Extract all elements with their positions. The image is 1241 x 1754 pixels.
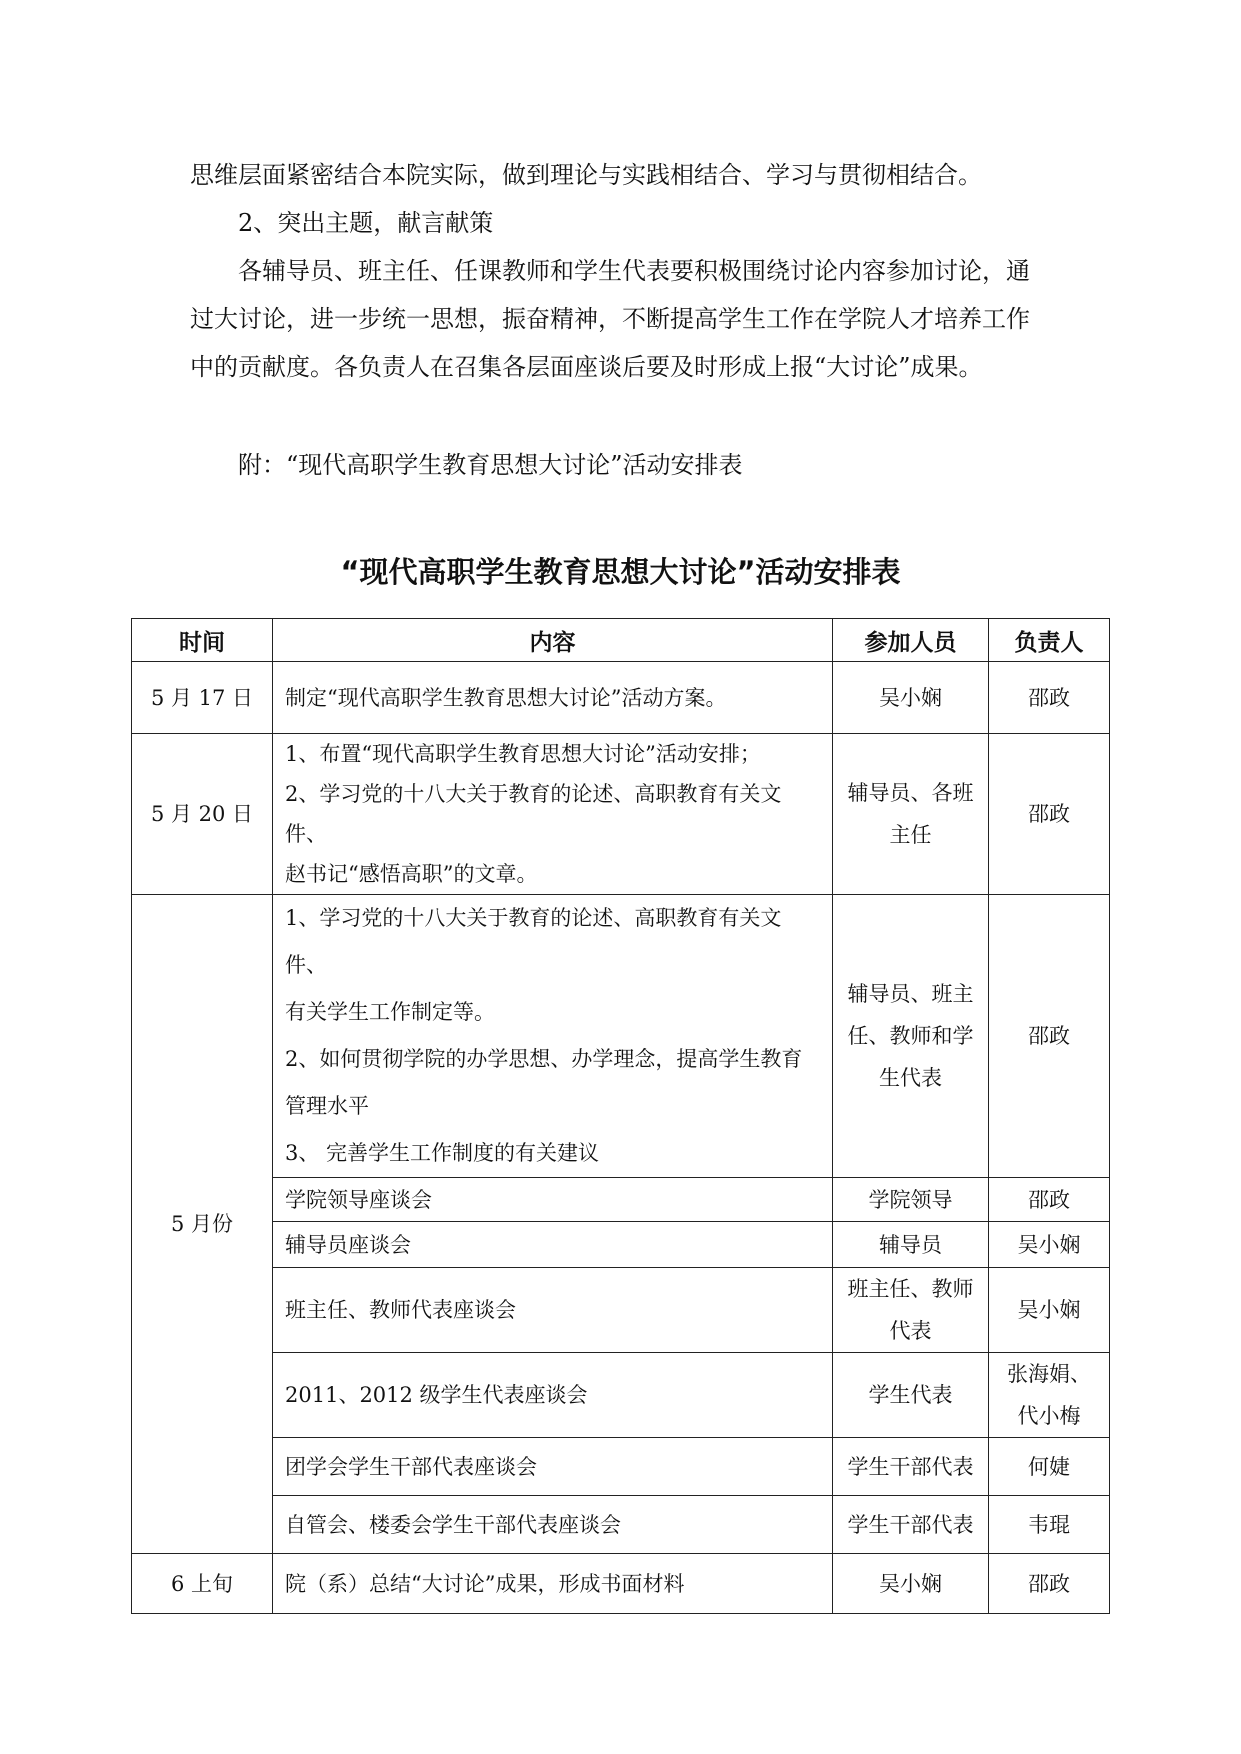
table-row	[132, 662, 1110, 734]
participants-line: 主任	[889, 823, 932, 847]
section-heading-2: 2、突出主题，献言献策	[238, 209, 494, 237]
schedule-table	[131, 618, 1110, 1614]
participants-line: 代表	[889, 1319, 932, 1343]
cell-owner: 吴小娴	[989, 1222, 1110, 1268]
paragraph-line: 各辅导员、班主任、任课教师和学生代表要积极围绕讨论内容参加讨论，通	[238, 257, 1030, 285]
content-line: 管理水平	[285, 1094, 369, 1118]
cell-participants: 吴小娴	[833, 1554, 989, 1614]
table-row	[132, 895, 1110, 1178]
participants-line: 辅导员、各班	[847, 781, 974, 805]
cell-participants: 吴小娴	[833, 662, 989, 734]
owner-line: 代小梅	[1017, 1404, 1081, 1428]
content-line: 1、布置“现代高职学生教育思想大讨论”活动安排；	[285, 742, 761, 766]
table-row	[132, 1178, 1110, 1222]
header-participants: 参加人员	[833, 619, 989, 662]
table-row	[132, 734, 1110, 895]
table-row	[132, 1554, 1110, 1614]
content-line: 2、如何贯彻学院的办学思想、办学理念，提高学生教育	[285, 1047, 803, 1071]
table-row	[132, 1222, 1110, 1268]
table-title: “现代高职学生教育思想大讨论”活动安排表	[340, 555, 901, 589]
header-content: 内容	[273, 619, 833, 662]
owner-line: 张海娟、	[1007, 1362, 1091, 1386]
cell-owner: 何婕	[989, 1438, 1110, 1496]
cell-content: 辅导员座谈会	[273, 1222, 833, 1268]
cell-owner: 邵政	[989, 1178, 1110, 1222]
table-row	[132, 1438, 1110, 1496]
header-time: 时间	[132, 619, 273, 662]
table-row	[132, 1268, 1110, 1353]
attachment-note: 附：“现代高职学生教育思想大讨论”活动安排表	[238, 451, 743, 479]
cell-participants	[833, 734, 989, 895]
content-line: 3、 完善学生工作制度的有关建议	[285, 1141, 600, 1165]
cell-owner: 韦琨	[989, 1496, 1110, 1554]
content-line: 赵书记“感悟高职”的文章。	[285, 862, 538, 886]
header-owner: 负责人	[989, 619, 1110, 662]
cell-participants: 学生干部代表	[833, 1496, 989, 1554]
content-line: 有关学生工作制定等。	[285, 1000, 495, 1024]
cell-time: 5 月 17 日	[132, 662, 273, 734]
cell-content: 制定“现代高职学生教育思想大讨论”活动方案。	[273, 662, 833, 734]
paragraph-continuation: 思维层面紧密结合本院实际，做到理论与实践相结合、学习与贯彻相结合。	[190, 161, 982, 189]
cell-time: 5 月 20 日	[132, 734, 273, 895]
content-line: 2、学习党的十八大关于教育的论述、高职教育有关文件、	[285, 782, 782, 846]
table-header-row	[132, 619, 1110, 662]
table-row	[132, 1353, 1110, 1438]
cell-owner: 邵政	[989, 662, 1110, 734]
paragraph-line: 中的贡献度。各负责人在召集各层面座谈后要及时形成上报“大讨论”成果。	[190, 353, 983, 381]
cell-content: 团学会学生干部代表座谈会	[273, 1438, 833, 1496]
cell-content	[273, 734, 833, 895]
cell-participants	[833, 895, 989, 1178]
cell-content: 班主任、教师代表座谈会	[273, 1268, 833, 1353]
participants-line: 班主任、教师	[847, 1277, 974, 1301]
cell-time: 5 月份	[132, 895, 273, 1554]
participants-line: 任、教师和学	[847, 1024, 974, 1048]
cell-owner	[989, 1353, 1110, 1438]
cell-participants: 学院领导	[833, 1178, 989, 1222]
cell-content: 2011、2012 级学生代表座谈会	[273, 1353, 833, 1438]
participants-line: 辅导员、班主	[847, 982, 974, 1006]
cell-content: 自管会、楼委会学生干部代表座谈会	[273, 1496, 833, 1554]
table-row	[132, 1496, 1110, 1554]
cell-owner: 吴小娴	[989, 1268, 1110, 1353]
cell-owner: 邵政	[989, 895, 1110, 1178]
content-line: 1、学习党的十八大关于教育的论述、高职教育有关文件、	[285, 906, 782, 977]
cell-time: 6 上旬	[132, 1554, 273, 1614]
cell-content: 院（系）总结“大讨论”成果，形成书面材料	[273, 1554, 833, 1614]
cell-content: 学院领导座谈会	[273, 1178, 833, 1222]
participants-line: 生代表	[879, 1066, 942, 1090]
cell-owner: 邵政	[989, 1554, 1110, 1614]
cell-content	[273, 895, 833, 1178]
cell-participants	[833, 1268, 989, 1353]
cell-owner: 邵政	[989, 734, 1110, 895]
paragraph-line: 过大讨论，进一步统一思想，振奋精神，不断提高学生工作在学院人才培养工作	[190, 305, 1030, 333]
cell-participants: 学生干部代表	[833, 1438, 989, 1496]
cell-participants: 学生代表	[833, 1353, 989, 1438]
cell-participants: 辅导员	[833, 1222, 989, 1268]
